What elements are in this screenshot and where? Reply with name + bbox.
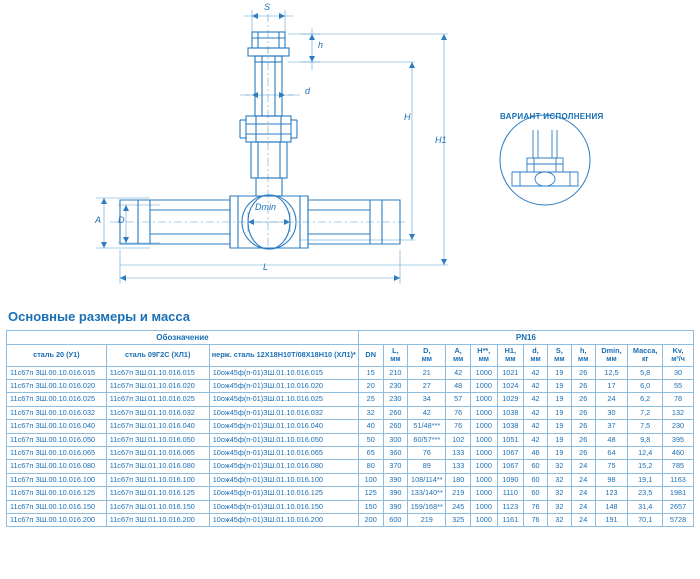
col-hsmall-unit: мм — [578, 355, 589, 363]
cell-h: 1000 — [471, 446, 498, 459]
cell-d: 133/140** — [408, 487, 446, 500]
cell-d: 108/114** — [408, 473, 446, 486]
cell-hsmall: 26 — [571, 406, 595, 419]
cell-mass: 12,4 — [628, 446, 663, 459]
col-stainless — [209, 345, 358, 366]
cell-dn: 32 — [358, 406, 383, 419]
cell-s: 19 — [547, 366, 571, 379]
table-row — [7, 433, 694, 446]
cell-dn: 150 — [358, 500, 383, 513]
cell-s: 19 — [547, 420, 571, 433]
col-h-label: H**, — [477, 346, 491, 356]
cell-dstem: 60 — [524, 487, 548, 500]
cell-a: 76 — [446, 406, 471, 419]
cell-h1: 1038 — [497, 420, 524, 433]
cell-hsmall: 24 — [571, 460, 595, 473]
variant-label: ВАРИАНТ ИСПОЛНЕНИЯ — [500, 112, 604, 121]
table-row — [7, 500, 694, 513]
col-dmin-label: Dmin, — [601, 346, 622, 356]
cell-h1: 1051 — [497, 433, 524, 446]
specs-table — [6, 330, 694, 527]
table-row — [7, 460, 694, 473]
cell-stainless: 10ож45ф(п-01)ЗШ.01.10.016.040 — [209, 420, 358, 433]
cell-steel09g2s: 11с67п ЗШ.01.10.016.100 — [106, 473, 209, 486]
col-dstem-label: d, — [532, 346, 539, 356]
col-steel20-label: сталь 20 (У1) — [33, 350, 80, 360]
cell-d: 159/168** — [408, 500, 446, 513]
col-mass-unit: кг — [641, 355, 649, 363]
cell-h: 1000 — [471, 406, 498, 419]
cell-h1: 1029 — [497, 393, 524, 406]
cell-h: 1000 — [471, 393, 498, 406]
cell-h1: 1021 — [497, 366, 524, 379]
cell-d: 34 — [408, 393, 446, 406]
cell-h: 1000 — [471, 487, 498, 500]
col-d-label: D, — [423, 346, 431, 356]
cell-h1: 1067 — [497, 446, 524, 459]
cell-kv: 55 — [663, 380, 694, 393]
cell-steel09g2s: 11с67п ЗШ.01.10.016.040 — [106, 420, 209, 433]
col-dmin-unit: мм — [606, 355, 617, 363]
table-group-header-row — [7, 331, 694, 345]
cell-s: 19 — [547, 406, 571, 419]
cell-dstem: 76 — [524, 513, 548, 526]
col-l — [383, 345, 408, 366]
cell-h: 1000 — [471, 460, 498, 473]
cell-h: 1000 — [471, 380, 498, 393]
cell-steel09g2s: 11с67п ЗШ.01.10.016.032 — [106, 406, 209, 419]
cell-dn: 80 — [358, 460, 383, 473]
cell-h: 1000 — [471, 513, 498, 526]
cell-hsmall: 24 — [571, 513, 595, 526]
cell-stainless: 10ож45ф(п-01)ЗШ.01.10.016.125 — [209, 487, 358, 500]
cell-steel20: 11с67п ЗШ.00.10.016.015 — [7, 366, 107, 379]
col-h-unit: мм — [478, 355, 489, 363]
cell-stainless: 10ож45ф(п-01)ЗШ.01.10.016.015 — [209, 366, 358, 379]
cell-stainless: 10ож45ф(п-01)ЗШ.01.10.016.065 — [209, 446, 358, 459]
cell-stainless: 10ож45ф(п-01)ЗШ.01.10.016.032 — [209, 406, 358, 419]
col-d — [408, 345, 446, 366]
cell-dn: 65 — [358, 446, 383, 459]
cell-dn: 125 — [358, 487, 383, 500]
cell-kv: 5728 — [663, 513, 694, 526]
cell-kv: 785 — [663, 460, 694, 473]
cell-h: 1000 — [471, 473, 498, 486]
cell-kv: 460 — [663, 446, 694, 459]
table-row — [7, 406, 694, 419]
cell-dn: 50 — [358, 433, 383, 446]
cell-hsmall: 24 — [571, 487, 595, 500]
cell-kv: 30 — [663, 366, 694, 379]
cell-steel20: 11с67п ЗШ.00.10.016.020 — [7, 380, 107, 393]
cell-hsmall: 24 — [571, 473, 595, 486]
specs-table-body — [7, 366, 694, 527]
col-kv-unit: м³/ч — [671, 355, 685, 363]
cell-s: 19 — [547, 380, 571, 393]
col-hsmall — [571, 345, 595, 366]
col-s — [547, 345, 571, 366]
cell-dmin: 30 — [595, 406, 628, 419]
cell-steel09g2s: 11с67п ЗШ.01.10.016.080 — [106, 460, 209, 473]
cell-mass: 23,5 — [628, 487, 663, 500]
cell-l: 300 — [383, 433, 408, 446]
table-row — [7, 513, 694, 526]
cell-mass: 7,5 — [628, 420, 663, 433]
col-steel20 — [7, 345, 107, 366]
cell-dmin: 24 — [595, 393, 628, 406]
cell-dmin: 191 — [595, 513, 628, 526]
cell-mass: 70,1 — [628, 513, 663, 526]
cell-h: 1000 — [471, 420, 498, 433]
cell-hsmall: 26 — [571, 366, 595, 379]
cell-a: 57 — [446, 393, 471, 406]
cell-h: 1000 — [471, 500, 498, 513]
cell-steel20: 11с67п ЗШ.00.10.016.065 — [7, 446, 107, 459]
cell-a: 133 — [446, 460, 471, 473]
cell-stainless: 10ож45ф(п-01)ЗШ.01.10.016.100 — [209, 473, 358, 486]
cell-kv: 132 — [663, 406, 694, 419]
cell-l: 600 — [383, 513, 408, 526]
cell-dmin: 148 — [595, 500, 628, 513]
cell-mass: 6,2 — [628, 393, 663, 406]
cell-a: 42 — [446, 366, 471, 379]
dim-label-d: d — [305, 86, 311, 96]
cell-d: 21 — [408, 366, 446, 379]
cell-steel09g2s: 11с67п ЗШ.01.10.016.065 — [106, 446, 209, 459]
cell-a: 245 — [446, 500, 471, 513]
cell-mass: 6,0 — [628, 380, 663, 393]
cell-stainless: 10ож45ф(п-01)ЗШ.01.10.016.150 — [209, 500, 358, 513]
cell-dmin: 12,5 — [595, 366, 628, 379]
cell-a: 48 — [446, 380, 471, 393]
cell-mass: 5,8 — [628, 366, 663, 379]
cell-d: 76 — [408, 446, 446, 459]
col-h — [471, 345, 498, 366]
cell-dn: 40 — [358, 420, 383, 433]
cell-steel09g2s: 11с67п ЗШ.01.10.016.050 — [106, 433, 209, 446]
cell-dmin: 98 — [595, 473, 628, 486]
cell-stainless: 10ож45ф(п-01)ЗШ.01.10.016.025 — [209, 393, 358, 406]
cell-steel20: 11с67п ЗШ.00.10.016.200 — [7, 513, 107, 526]
col-kv — [663, 345, 694, 366]
cell-h: 1000 — [471, 366, 498, 379]
table-row — [7, 393, 694, 406]
dim-label-h: h — [318, 40, 324, 50]
cell-mass: 7,2 — [628, 406, 663, 419]
cell-s: 19 — [547, 393, 571, 406]
dim-label-A: A — [95, 215, 102, 225]
cell-a: 76 — [446, 420, 471, 433]
cell-dn: 100 — [358, 473, 383, 486]
col-steel09g2s-label: сталь 09Г2С (ХЛ1) — [125, 350, 191, 360]
dim-label-S: S — [264, 2, 271, 12]
cell-l: 210 — [383, 366, 408, 379]
cell-mass: 19,1 — [628, 473, 663, 486]
cell-kv: 1163 — [663, 473, 694, 486]
cell-d: 27 — [408, 380, 446, 393]
cell-dmin: 123 — [595, 487, 628, 500]
cell-s: 19 — [547, 446, 571, 459]
col-h1-label: H1, — [504, 346, 516, 356]
cell-a: 180 — [446, 473, 471, 486]
cell-dstem: 42 — [524, 380, 548, 393]
col-s-unit: мм — [554, 355, 565, 363]
col-h1-unit: мм — [505, 355, 516, 363]
col-l-label: L, — [392, 346, 399, 356]
cell-dmin: 64 — [595, 446, 628, 459]
col-d-unit: мм — [421, 355, 432, 363]
cell-dstem: 76 — [524, 500, 548, 513]
cell-steel09g2s: 11с67п ЗШ.01.10.016.125 — [106, 487, 209, 500]
col-dn-label: DN — [365, 350, 376, 360]
cell-h1: 1090 — [497, 473, 524, 486]
cell-dstem: 42 — [524, 366, 548, 379]
cell-l: 360 — [383, 446, 408, 459]
cell-kv: 2657 — [663, 500, 694, 513]
col-a — [446, 345, 471, 366]
cell-l: 230 — [383, 393, 408, 406]
cell-dmin: 48 — [595, 433, 628, 446]
cell-steel09g2s: 11с67п ЗШ.01.10.016.150 — [106, 500, 209, 513]
cell-stainless: 10ож45ф(п-01)ЗШ.01.10.016.050 — [209, 433, 358, 446]
cell-hsmall: 26 — [571, 393, 595, 406]
cell-h1: 1161 — [497, 513, 524, 526]
cell-dstem: 42 — [524, 393, 548, 406]
cell-d: 42 — [408, 406, 446, 419]
dim-label-D: D — [118, 215, 125, 225]
dim-label-L: L — [263, 262, 269, 272]
cell-hsmall: 24 — [571, 500, 595, 513]
cell-l: 370 — [383, 460, 408, 473]
cell-dstem: 42 — [524, 406, 548, 419]
col-l-unit: мм — [390, 355, 401, 363]
cell-s: 32 — [547, 460, 571, 473]
cell-dstem: 60 — [524, 473, 548, 486]
table-row — [7, 446, 694, 459]
cell-s: 32 — [547, 513, 571, 526]
col-kv-label: Kv, — [672, 346, 684, 356]
cell-stainless: 10ож45ф(п-01)ЗШ.01.10.016.020 — [209, 380, 358, 393]
cell-dn: 20 — [358, 380, 383, 393]
cell-l: 260 — [383, 406, 408, 419]
cell-a: 325 — [446, 513, 471, 526]
cell-d: 219 — [408, 513, 446, 526]
cell-l: 390 — [383, 500, 408, 513]
cell-dmin: 37 — [595, 420, 628, 433]
cell-s: 32 — [547, 500, 571, 513]
cell-dstem: 60 — [524, 460, 548, 473]
cell-steel20: 11с67п ЗШ.00.10.016.050 — [7, 433, 107, 446]
col-stainless-label: нерж. сталь 12Х18Н10Т/08Х18Н10 (ХЛ1)* — [211, 350, 356, 360]
cell-a: 219 — [446, 487, 471, 500]
col-steel09g2s — [106, 345, 209, 366]
cell-dn: 200 — [358, 513, 383, 526]
cell-l: 390 — [383, 487, 408, 500]
cell-d: 60/57*** — [408, 433, 446, 446]
cell-steel20: 11с67п ЗШ.00.10.016.040 — [7, 420, 107, 433]
table-row — [7, 420, 694, 433]
cell-h1: 1038 — [497, 406, 524, 419]
cell-d: 51/48*** — [408, 420, 446, 433]
dim-label-Dmin: Dmin — [255, 202, 277, 212]
cell-dmin: 75 — [595, 460, 628, 473]
cell-steel09g2s: 11с67п ЗШ.01.10.016.200 — [106, 513, 209, 526]
dim-label-H: H — [404, 112, 411, 122]
cell-dstem: 42 — [524, 433, 548, 446]
col-hsmall-label: h, — [579, 346, 587, 356]
cell-kv: 78 — [663, 393, 694, 406]
table-row — [7, 380, 694, 393]
cell-steel20: 11с67п ЗШ.00.10.016.150 — [7, 500, 107, 513]
cell-dn: 15 — [358, 366, 383, 379]
cell-kv: 230 — [663, 420, 694, 433]
cell-dn: 25 — [358, 393, 383, 406]
cell-hsmall: 26 — [571, 433, 595, 446]
cell-steel20: 11с67п ЗШ.00.10.016.080 — [7, 460, 107, 473]
cell-h1: 1067 — [497, 460, 524, 473]
table-row — [7, 487, 694, 500]
col-h1 — [497, 345, 524, 366]
col-dstem — [524, 345, 548, 366]
cell-d: 89 — [408, 460, 446, 473]
cell-s: 19 — [547, 433, 571, 446]
cell-kv: 395 — [663, 433, 694, 446]
cell-dstem: 42 — [524, 420, 548, 433]
cell-s: 32 — [547, 473, 571, 486]
col-a-label: A, — [454, 346, 462, 356]
cell-mass: 15,2 — [628, 460, 663, 473]
col-dn — [358, 345, 383, 366]
cell-steel20: 11с67п ЗШ.00.10.016.025 — [7, 393, 107, 406]
section-title: Основные размеры и масса — [8, 309, 191, 324]
cell-steel09g2s: 11с67п ЗШ.01.10.016.020 — [106, 380, 209, 393]
table-row — [7, 366, 694, 379]
col-s-label: S, — [555, 346, 563, 356]
cell-hsmall: 26 — [571, 380, 595, 393]
cell-h1: 1110 — [497, 487, 524, 500]
cell-steel20: 11с67п ЗШ.00.10.016.125 — [7, 487, 107, 500]
cell-a: 133 — [446, 446, 471, 459]
cell-dstem: 46 — [524, 446, 548, 459]
cell-h1: 1024 — [497, 380, 524, 393]
table-header-row — [7, 345, 694, 366]
cell-stainless: 10ож45ф(п-01)ЗШ.01.10.016.080 — [209, 460, 358, 473]
cell-kv: 1981 — [663, 487, 694, 500]
col-mass-label: Масса, — [632, 346, 658, 356]
cell-l: 390 — [383, 473, 408, 486]
cell-l: 260 — [383, 420, 408, 433]
cell-h1: 1123 — [497, 500, 524, 513]
col-dstem-unit: мм — [530, 355, 541, 363]
cell-steel20: 11с67п ЗШ.00.10.016.032 — [7, 406, 107, 419]
cell-stainless: 10ож45ф(п-01)ЗШ.01.10.016.200 — [209, 513, 358, 526]
group-header-designation: Обозначение — [7, 331, 359, 345]
cell-mass: 9,8 — [628, 433, 663, 446]
col-mass — [628, 345, 663, 366]
group-header-pn: PN16 — [358, 331, 693, 345]
cell-s: 32 — [547, 487, 571, 500]
col-a-unit: мм — [453, 355, 464, 363]
col-dmin — [595, 345, 628, 366]
cell-h: 1000 — [471, 433, 498, 446]
table-row — [7, 473, 694, 486]
dim-label-H1: H1 — [435, 135, 447, 145]
cell-mass: 31,4 — [628, 500, 663, 513]
cell-steel20: 11с67п ЗШ.00.10.016.100 — [7, 473, 107, 486]
cell-hsmall: 26 — [571, 446, 595, 459]
cell-a: 102 — [446, 433, 471, 446]
cell-steel09g2s: 11с67п ЗШ.01.10.016.025 — [106, 393, 209, 406]
cell-dmin: 17 — [595, 380, 628, 393]
cell-l: 230 — [383, 380, 408, 393]
cell-steel09g2s: 11с67п ЗШ.01.10.016.015 — [106, 366, 209, 379]
cell-hsmall: 26 — [571, 420, 595, 433]
